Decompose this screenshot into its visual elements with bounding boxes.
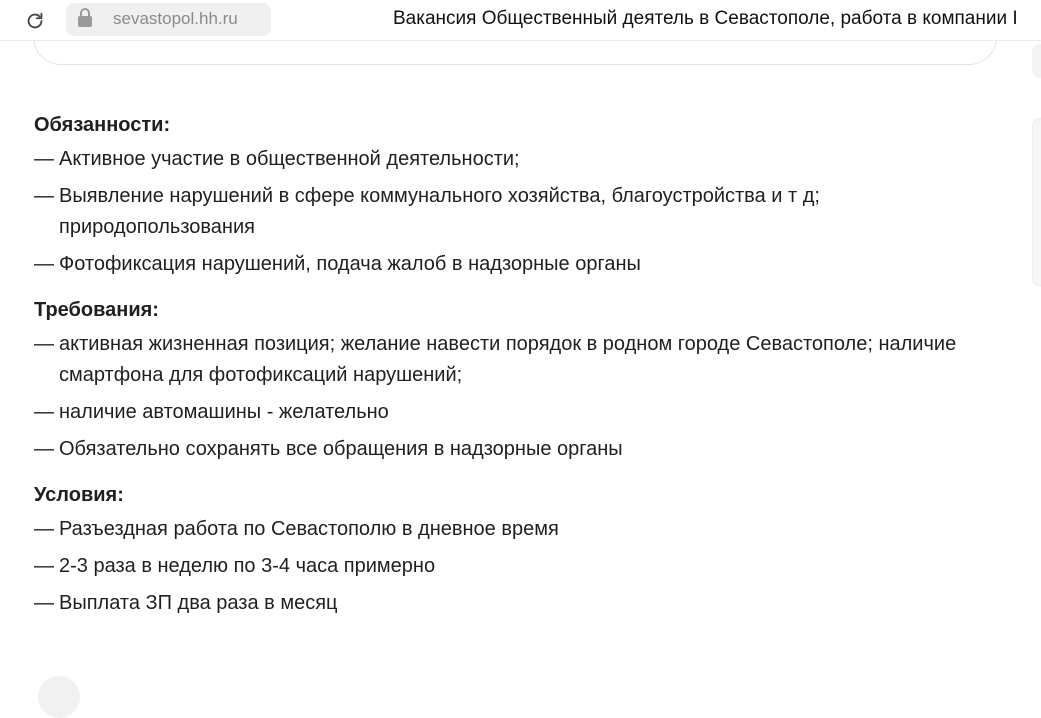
browser-toolbar (0, 0, 1041, 41)
list-item (34, 514, 1024, 545)
list-item (34, 181, 949, 243)
list-dash: — (34, 555, 54, 577)
list-item-text: Разъездная работа по Севастополю в дневное время (59, 518, 559, 540)
reload-icon (24, 10, 46, 32)
conditions-list (34, 514, 1024, 619)
list-dash: — (34, 148, 54, 170)
conditions-section (34, 483, 1024, 619)
list-dash: — (34, 333, 54, 355)
list-item-text: Обязательно сохранять все обращения в надзорные органы (59, 438, 623, 460)
duties-section (34, 113, 1024, 280)
side-panel-edge (1032, 118, 1041, 286)
list-item-text: Выявление нарушений в сфере коммунального хозяйства, благоустройства и т д; природопользования (59, 185, 820, 238)
list-dash: — (34, 401, 54, 423)
side-panel-edge (1032, 44, 1041, 78)
duties-list (34, 144, 1024, 280)
vacancy-description (34, 113, 1024, 637)
list-item (34, 144, 1024, 175)
list-item (34, 397, 1024, 428)
list-item-text: 2-3 раза в неделю по 3-4 часа примерно (59, 555, 436, 577)
list-item-text: Активное участие в общественной деятельности; (59, 148, 520, 170)
list-dash: — (34, 592, 54, 614)
list-item-text: наличие автомашины - желательно (59, 401, 389, 423)
url-text[interactable]: sevastopol.hh.ru (113, 9, 238, 28)
list-dash: — (34, 518, 54, 540)
requirements-section (34, 298, 1024, 465)
reload-button[interactable] (22, 8, 48, 34)
section-title: Условия: (34, 484, 124, 506)
list-dash: — (34, 253, 54, 275)
list-dash: — (34, 438, 54, 460)
list-item (34, 329, 1009, 391)
section-title: Требования: (34, 299, 159, 321)
list-item (34, 588, 1024, 619)
list-item (34, 249, 1024, 280)
list-item (34, 434, 1024, 465)
requirements-list (34, 329, 1024, 465)
page-title: Вакансия Общественный деятель в Севастополе, работа в компании I (393, 8, 1018, 29)
round-button[interactable] (38, 676, 80, 718)
list-item-text: Выплата ЗП два раза в месяц (59, 592, 338, 614)
list-item (34, 551, 1024, 582)
section-title: Обязанности: (34, 114, 171, 136)
list-item-text: активная жизненная позиция; желание навести порядок в родном городе Севастополе; наличие смартфона для фотофиксаций нарушений; (59, 333, 957, 386)
list-item-text: Фотофиксация нарушений, подача жалоб в надзорные органы (59, 253, 641, 275)
list-dash: — (34, 185, 54, 207)
lock-icon (76, 7, 94, 29)
